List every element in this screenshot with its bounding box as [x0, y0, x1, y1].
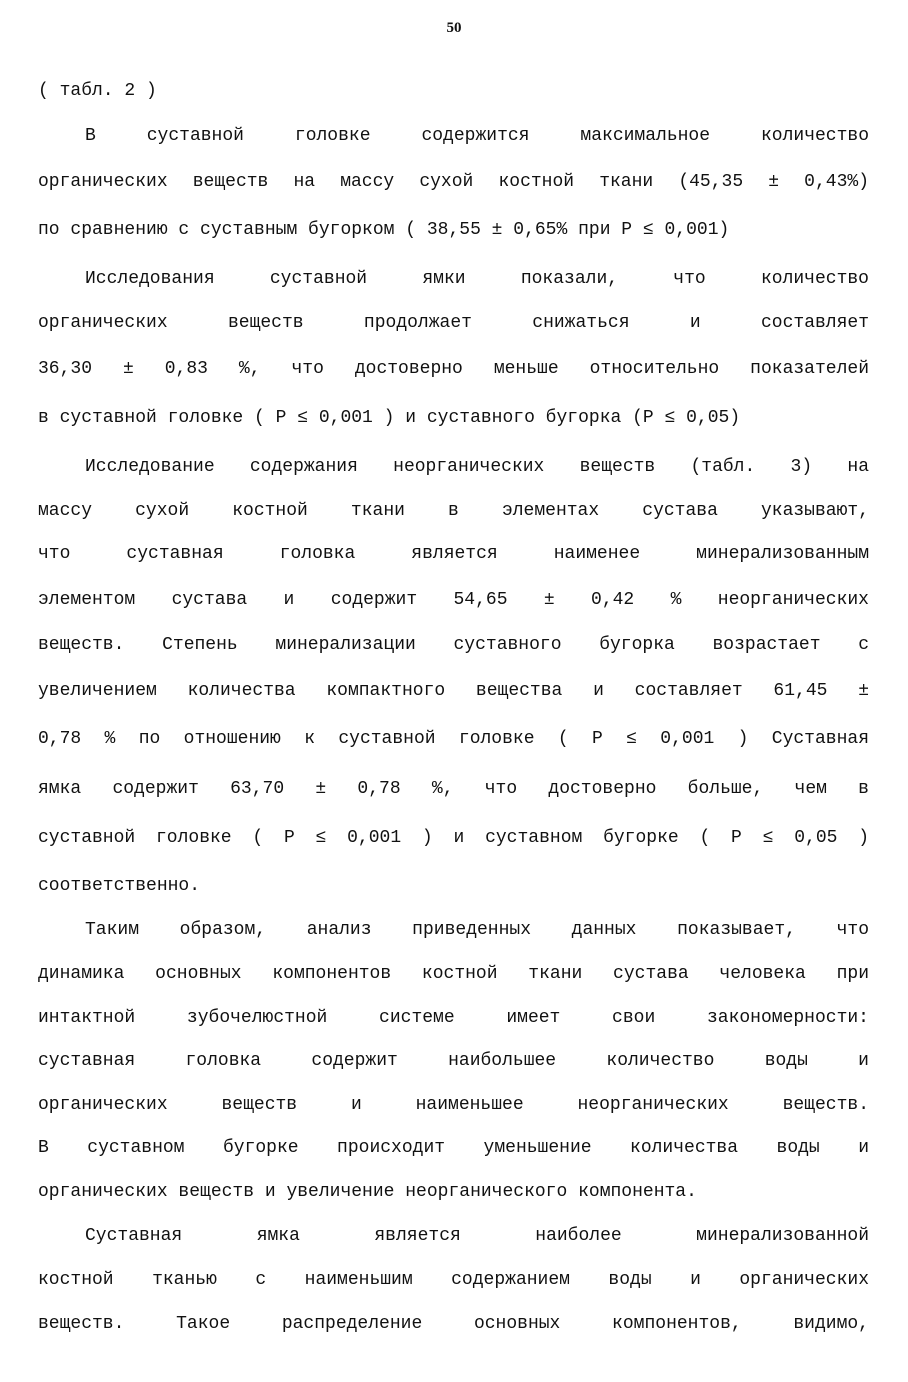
text-line: по сравнению с суставным бугорком ( 38,55 ± 0,65% при P ≤ 0,001) — [38, 220, 730, 240]
text-line: Суставная ямка является наиболее минерализованной — [85, 1226, 869, 1246]
text-line: Исследование содержания неорганических веществ (табл. 3) на — [85, 457, 869, 477]
text-line: что суставная головка является наименее минерализованным — [38, 544, 869, 564]
text-line: ямка содержит 63,70 ± 0,78 %, что достоверно больше, чем в — [38, 779, 869, 799]
text-line: интактной зубочелюстной системе имеет свои закономерности: — [38, 1008, 869, 1028]
text-line: 36,30 ± 0,83 %, что достоверно меньше относительно показателей — [38, 359, 869, 379]
text-line: элементом сустава и содержит 54,65 ± 0,42 % неорганических — [38, 590, 869, 610]
text-line: В суставной головке содержится максимальное количество — [85, 126, 869, 146]
text-line: Исследования суставной ямки показали, что количество — [85, 269, 869, 289]
text-line: увеличением количества компактного вещества и составляет 61,45 ± — [38, 681, 869, 701]
text-line: веществ. Степень минерализации суставного бугорка возрастает с — [38, 635, 869, 655]
page-number: 50 — [446, 20, 462, 36]
text-line: органических веществ продолжает снижаться и составляет — [38, 313, 869, 333]
text-line: костной тканью с наименьшим содержанием воды и органических — [38, 1270, 869, 1290]
text-line: В суставном бугорке происходит уменьшение количества воды и — [38, 1138, 869, 1158]
text-line: органических веществ и увеличение неорганического компонента. — [38, 1182, 697, 1202]
text-line: ( табл. 2 ) — [38, 81, 157, 101]
text-line: суставной головке ( P ≤ 0,001 ) и суставном бугорке ( P ≤ 0,05 ) — [38, 828, 869, 848]
text-line: в суставной головке ( P ≤ 0,001 ) и суставного бугорка (P ≤ 0,05) — [38, 408, 741, 428]
text-line: соответственно. — [38, 876, 201, 896]
text-line: органических веществ и наименьшее неорганических веществ. — [38, 1095, 869, 1115]
text-line: 0,78 % по отношению к суставной головке ( P ≤ 0,001 ) Суставная — [38, 729, 869, 749]
text-line: органических веществ на массу сухой костной ткани (45,35 ± 0,43%) — [38, 172, 869, 192]
text-line: суставная головка содержит наибольшее количество воды и — [38, 1051, 869, 1071]
text-line: Таким образом, анализ приведенных данных показывает, что — [85, 920, 869, 940]
text-line: динамика основных компонентов костной ткани сустава человека при — [38, 964, 869, 984]
text-line: веществ. Такое распределение основных компонентов, видимо, — [38, 1314, 869, 1334]
text-line: массу сухой костной ткани в элементах сустава указывают, — [38, 501, 869, 521]
